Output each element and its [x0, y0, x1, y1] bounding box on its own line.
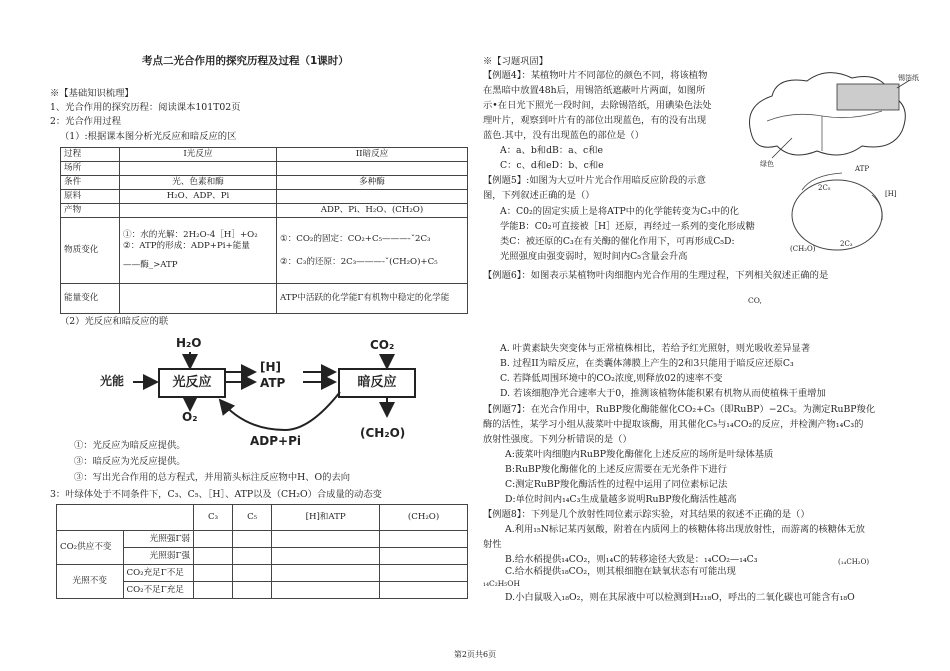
ex8-option-c-2: ₁₄C₂H₅OH	[483, 579, 520, 588]
leaf-label-green: 绿色	[760, 160, 774, 168]
cell-dark	[277, 162, 468, 176]
cell-light-material	[120, 218, 277, 284]
th-dark: II暗反应	[277, 148, 468, 162]
section-heading-exercises: ※【习题巩固】	[483, 56, 549, 67]
ex6-option-b: B. 过程II为暗反应，在类囊体薄膜上产生的2和3只能用于暗反应还原C₃	[500, 358, 794, 369]
ex7-line-1: 【例题7】：在光合作用中，RuBP羧化酶能催化CO₂+C₅（即RuBP）−2C₃。为测定RuBP羧化	[483, 404, 876, 415]
ex4-line-4: 理叶片，观察到叶片有的部位出现蓝色，有的没有出现	[483, 115, 707, 126]
material-dark-2: ②：C₃的还原：2C₃———-ˇ(CH₂O)+C₅	[280, 256, 438, 267]
ex4-line-3: 示•在日光下照光一段时间，去除锡箔纸，用碘染色法处	[483, 100, 712, 111]
ex8-ch2o: (₁₄CH₂O)	[838, 558, 870, 566]
th-c5: C₅	[233, 505, 272, 531]
sub-1: （1）:根据课本图分析光反应和暗反应的区	[60, 131, 237, 142]
ex7-option-c: C:测定RuBP羧化酶活性的过程中运用了同位素标记法	[505, 479, 728, 490]
th-c3: C₃	[194, 505, 233, 531]
cell-dark-energy: ATP中活跃的化学能Γ有机物中稳定的化学能	[277, 284, 468, 314]
light-dark-table	[60, 147, 468, 314]
ex6-option-a: A. 叶黄素缺失突变体与正常植株相比，若给予红光照射，则光吸收差异显著	[500, 343, 811, 354]
ex8-option-d: D.小白鼠吸入₁₈O₂，则在其尿液中可以检测到H₂₁₈O，呼出的二氧化碳也可能含有₁₈O	[505, 592, 855, 603]
cell-light: 光、色素和酶	[120, 176, 277, 190]
ex5-option-3: 类C：被还原的C₃在有关酶的催化作用下，可再形成C₅D:	[500, 236, 735, 247]
note-1: ①：光反应为暗反应提供。	[74, 440, 186, 451]
cycle-ch2o: (CH₂O)	[790, 245, 816, 253]
diagram-dark-reaction: 暗反应	[338, 368, 416, 398]
ex4-line-2: 在黑暗中放置48h后，用锡箔纸遮蔽叶片两面，如图所	[483, 85, 706, 96]
cycle-atp: ATP	[855, 165, 870, 173]
row-label: 产物	[61, 204, 120, 218]
ex5-line-2: 图，下列叙述正确的是（）	[483, 190, 595, 201]
condition: 光照弱Γ强	[123, 548, 194, 565]
th-empty	[123, 505, 194, 531]
material-light-1: ①：水的光解：2H₂O-4［H］+O₂	[123, 230, 258, 241]
ex8-option-b: B.给水稻提供₁₄CO₂，则₁₄C的转移途径大致是：₁₄CO₂—₁₄C₃	[505, 554, 758, 565]
th-process: 过程	[61, 148, 120, 162]
ex7-line-2: 酶的活性，某学习小组从菠菜叶中提取该酶，用其催化C₅与₁₄CO₂的反应，并检测产物₁₄C₃的	[483, 419, 864, 430]
note-3: ③：写出光合作用的总方程式，并用箭头标注反应物中H、O的去向	[74, 472, 351, 483]
cycle-h: [H]	[885, 190, 897, 198]
ex6-co2-label: CO,	[748, 296, 762, 305]
condition: CO₂充足Γ不足	[123, 565, 194, 582]
sub-2: （2）光反应和暗反应的联	[60, 316, 169, 327]
group-light-constant: 光照不变	[57, 565, 124, 599]
ex8-option-c-1: C.给水稻提供₁₈CO₂，则其根细胞在缺氧状态有可能出现	[505, 566, 736, 577]
row-label-material: 物质变化	[61, 218, 120, 284]
ex5-option-1: A：C0₂的固定实质上是将ATP中的化学能转变为C₃中的化	[500, 206, 739, 217]
ex8-option-a-1: A.利用₁₅N标记某丙氨酸，附着在内质网上的核糖体将出现放射性，而游离的核糖体无放	[505, 524, 865, 535]
item-3: 3：叶绿体处于不同条件下，C₃、C₅、［H］、ATP以及（CH₂O）合成量的动态变	[50, 489, 382, 500]
ex8-stem: 【例题8】：下列是几个放射性同位素示踪实验，对其结果的叙述不正确的是（）	[483, 509, 810, 520]
material-light-2: ②：ATP的形成：ADP+Pi+能量	[123, 241, 250, 252]
diagram-co2: CO₂	[370, 338, 395, 352]
page-footer: 第2页共6页	[453, 650, 497, 659]
condition: 光照强Γ弱	[123, 531, 194, 548]
cell-light: H₂O、ADP、Pi	[120, 190, 277, 204]
row-label: 场所	[61, 162, 120, 176]
th-light: I光反应	[120, 148, 277, 162]
diagram-h2o: H₂O	[176, 336, 202, 350]
leaf-figure	[732, 66, 922, 166]
ex6-stem: 【例题6】：如图表示某植物叶肉细胞内光合作用的生理过程，下列相关叙述正确的是	[483, 270, 829, 281]
ex8-option-a-2: 射性	[483, 539, 502, 550]
ex4-options-1: A：a、b和dB：a、c和e	[500, 145, 604, 156]
group-co2-constant: CO₂供应不变	[57, 531, 124, 565]
diagram-light-reaction: 光反应	[158, 368, 226, 398]
cell-dark	[277, 190, 468, 204]
ex7-option-d: D:单位时间内₁₄C₃生成量越多说明RuBP羧化酶活性越高	[505, 494, 737, 505]
leaf-label-foil: 锡箔纸	[898, 74, 919, 82]
diagram-adp: ADP+Pi	[250, 434, 302, 448]
section-heading-basics: ※【基础知识梳理】	[50, 88, 134, 99]
diagram-h: [H]	[260, 360, 282, 374]
th-empty	[57, 505, 124, 531]
ex7-option-a: A:菠菜叶肉细胞内RuBP羧化酶催化上述反应的场所是叶绿体基质	[505, 449, 774, 460]
ex6-option-d: D. 若该细胞净光合速率大于0，推测该植物体能积累有机物从而使植株干重增加	[500, 388, 826, 399]
cell-light-energy	[120, 284, 277, 314]
item-2: 2：光合作用过程	[50, 116, 121, 127]
ex5-line-1: 【例题5】:如图为大豆叶片光合作用暗反应阶段的示意	[483, 175, 706, 186]
material-light-3: ——酶_>ATP	[123, 259, 178, 270]
material-dark-1: ①：CO₂的固定：CO₂+C₅———-ˇ2C₃	[280, 233, 431, 244]
cell-dark: 多种酶	[277, 176, 468, 190]
ex5-option-4: 光照强度由强变弱时，短时间内C₅含量会升高	[500, 251, 688, 262]
th-ch2o: (CH₂O)	[380, 505, 468, 531]
dynamic-change-table	[56, 504, 468, 599]
page-title: 考点二光合作用的探究历程及过程（1课时）	[142, 55, 349, 67]
diagram-o2: O₂	[182, 410, 198, 424]
cell-light	[120, 162, 277, 176]
cycle-c3: 2C₃	[840, 240, 853, 248]
row-label: 条件	[61, 176, 120, 190]
cell-dark-material	[277, 218, 468, 284]
ex4-line-5: 蓝色.其中，没有出现蓝色的部位是（）	[483, 130, 645, 141]
th-h-atp: [H]和ATP	[272, 505, 380, 531]
ex4-options-2: C：c、d和eD：b、c和e	[500, 160, 604, 171]
diagram-ch2o: (CH₂O)	[360, 426, 406, 440]
diagram-atp: ATP	[260, 376, 286, 390]
ex6-option-c: C. 若降低周围环境中的CO₂浓度,则释放02的速率不变	[500, 373, 723, 384]
row-label-energy: 能量变化	[61, 284, 120, 314]
ex4-line-1: 【例题4】：某植物叶片不同部位的颜色不同，将该植物	[483, 70, 708, 81]
item-1: 1、光合作用的探究历程：阅读课本101T02页	[50, 102, 241, 113]
note-2: ③：暗反应为光反应提供。	[74, 456, 186, 467]
condition: CO₂不足Γ充足	[123, 582, 194, 599]
row-label: 原料	[61, 190, 120, 204]
cycle-c5: 2C₅	[818, 184, 831, 192]
cell-light	[120, 204, 277, 218]
ex7-line-3: 放射性强度。下列分析错误的是（）	[483, 434, 632, 445]
ex7-option-b: B:RuBP羧化酶催化的上述反应需要在无光条件下进行	[505, 464, 727, 475]
cell-dark: ADP、Pi、H₂O、(CH₂O)	[277, 204, 468, 218]
ex5-option-2: 学能B：C0₂可直接被［H］还原，再经过一系列的变化形成糖	[500, 221, 755, 232]
diagram-light-energy: 光能	[100, 374, 125, 388]
